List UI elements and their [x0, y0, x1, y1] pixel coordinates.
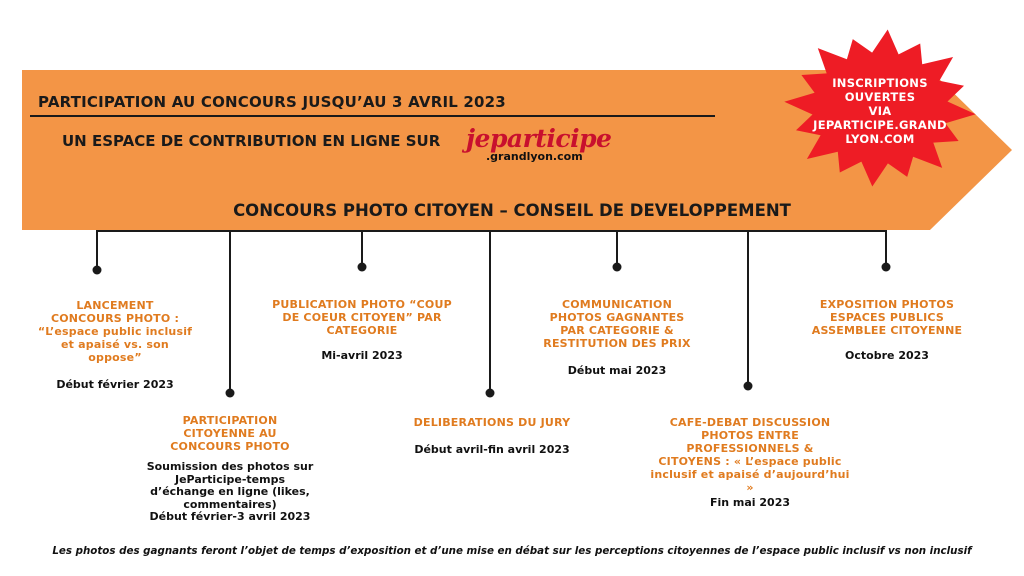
event-title: DELIBERATIONS DU JURY	[413, 416, 571, 429]
event-date: Début février 2023	[56, 378, 174, 391]
event-date: Soumission des photos sur JeParticipe-temps d’échange en ligne (likes, commentaires) Début février-3 avril 2023	[146, 460, 314, 523]
event-title: PARTICIPATION CITOYENNE AU CONCOURS PHOTO	[170, 414, 290, 453]
event-date: Fin mai 2023	[709, 496, 791, 509]
timeline-dot	[613, 263, 622, 272]
timeline-dot	[882, 263, 891, 272]
event-title: EXPOSITION PHOTOS ESPACES PUBLICS ASSEMBLEE CITOYENNE	[811, 298, 963, 337]
event-title: COMMUNICATION PHOTOS GAGNANTES PAR CATEGORIE & RESTITUTION DES PRIX	[543, 298, 691, 350]
event-jury	[392, 416, 592, 456]
participation-deadline-text: PARTICIPATION AU CONCOURS JUSQU’AU 3 AVRIL 2023	[38, 93, 506, 111]
connector-3	[358, 231, 367, 272]
event-date: Mi-avril 2023	[321, 349, 403, 362]
logo-word: jeparticipe	[466, 124, 612, 153]
timeline-dot	[486, 389, 495, 398]
connector-7	[882, 231, 891, 272]
contribution-text: UN ESPACE DE CONTRIBUTION EN LIGNE SUR	[62, 132, 441, 150]
event-date: Octobre 2023	[845, 349, 929, 362]
event-participation	[135, 414, 325, 524]
event-publication	[262, 298, 462, 362]
connector-1	[93, 231, 102, 275]
timeline-dot	[226, 389, 235, 398]
timeline-dot	[744, 382, 753, 391]
connector-5	[613, 231, 622, 272]
main-title: CONCOURS PHOTO CITOYEN – CONSEIL DE DEVELOPPEMENT	[233, 201, 791, 220]
event-exposition	[787, 298, 987, 362]
connector-6	[744, 231, 753, 391]
event-date: Début avril-fin avril 2023	[414, 443, 570, 456]
footer-note: Les photos des gagnants feront l’objet de temps d’exposition et d’une mise en débat sur les perceptions citoyennes de l’espace public inclusif vs non inclusif	[52, 545, 972, 557]
event-date: Début mai 2023	[567, 364, 667, 377]
event-title: PUBLICATION PHOTO “COUP DE COEUR CITOYEN” PAR CATEGORIE	[272, 298, 452, 337]
connector-2	[226, 231, 235, 398]
registration-open-label: INSCRIPTIONS OUVERTES VIA JEPARTICIPE.GRAND LYON.COM	[813, 76, 947, 146]
timeline-dot	[93, 266, 102, 275]
connector-4	[486, 231, 495, 398]
event-cafe-debat	[650, 416, 850, 509]
timeline-dot	[358, 263, 367, 272]
event-launch	[20, 299, 210, 391]
event-communication	[527, 298, 707, 377]
logo-subtext: .grandlyon.com	[486, 150, 583, 163]
event-title: CAFE-DEBAT DISCUSSION PHOTOS ENTRE PROFESSIONNELS & CITOYENS : « L’espace public inclusif et apaisé d’aujourd’hui »	[650, 416, 850, 494]
event-title: LANCEMENT CONCOURS PHOTO : “L’espace public inclusif et apaisé vs. son oppose”	[37, 299, 193, 364]
